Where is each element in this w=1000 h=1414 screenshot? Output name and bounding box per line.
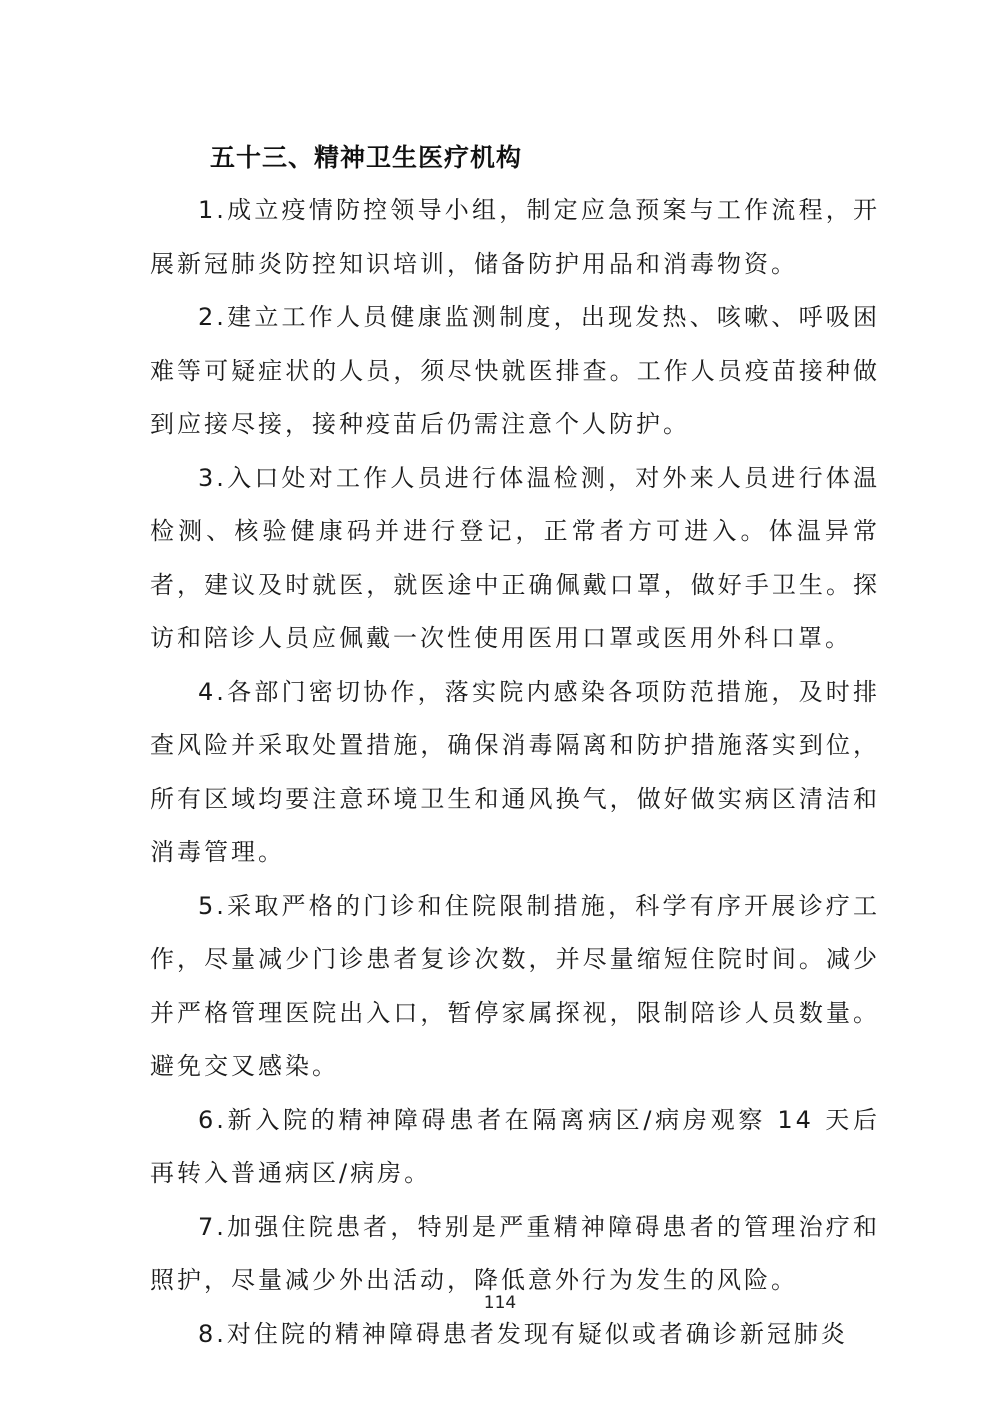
paragraph-3: 3.入口处对工作人员进行体温检测，对外来人员进行体温检测、核验健康码并进行登记，正常者方可进入。体温异常者，建议及时就医，就医途中正确佩戴口罩，做好手卫生。探访和陪诊人员应佩戴一次性使用医用口罩或医用外科口罩。 [150, 463, 880, 652]
paragraph-6: 6.新入院的精神障碍患者在隔离病区/病房观察 14 天后再转入普通病区/病房。 [150, 1105, 880, 1187]
paragraph-7: 7.加强住院患者，特别是严重精神障碍患者的管理治疗和照护，尽量减少外出活动，降低意外行为发生的风险。 [150, 1212, 880, 1294]
paragraph-4: 4.各部门密切协作，落实院内感染各项防范措施，及时排查风险并采取处置措施，确保消毒隔离和防护措施落实到位，所有区域均要注意环境卫生和通风换气，做好做实病区清洁和消毒管理。 [150, 677, 880, 866]
document-body [150, 132, 880, 1361]
paragraph-1: 1.成立疫情防控领导小组，制定应急预案与工作流程，开展新冠肺炎防控知识培训，储备防护用品和消毒物资。 [150, 196, 880, 278]
paragraph-5: 5.采取严格的门诊和住院限制措施，科学有序开展诊疗工作，尽量减少门诊患者复诊次数，并尽量缩短住院时间。减少并严格管理医院出入口，暂停家属探视，限制陪诊人员数量。避免交叉感染。 [150, 891, 880, 1080]
paragraph-2: 2.建立工作人员健康监测制度，出现发热、咳嗽、呼吸困难等可疑症状的人员，须尽快就医排查。工作人员疫苗接种做到应接尽接，接种疫苗后仍需注意个人防护。 [150, 303, 880, 438]
page-number: 114 [483, 1293, 517, 1313]
paragraph-8: 8.对住院的精神障碍患者发现有疑似或者确诊新冠肺炎 [198, 1319, 848, 1348]
section-heading: 五十三、精神卫生医疗机构 [210, 143, 523, 172]
